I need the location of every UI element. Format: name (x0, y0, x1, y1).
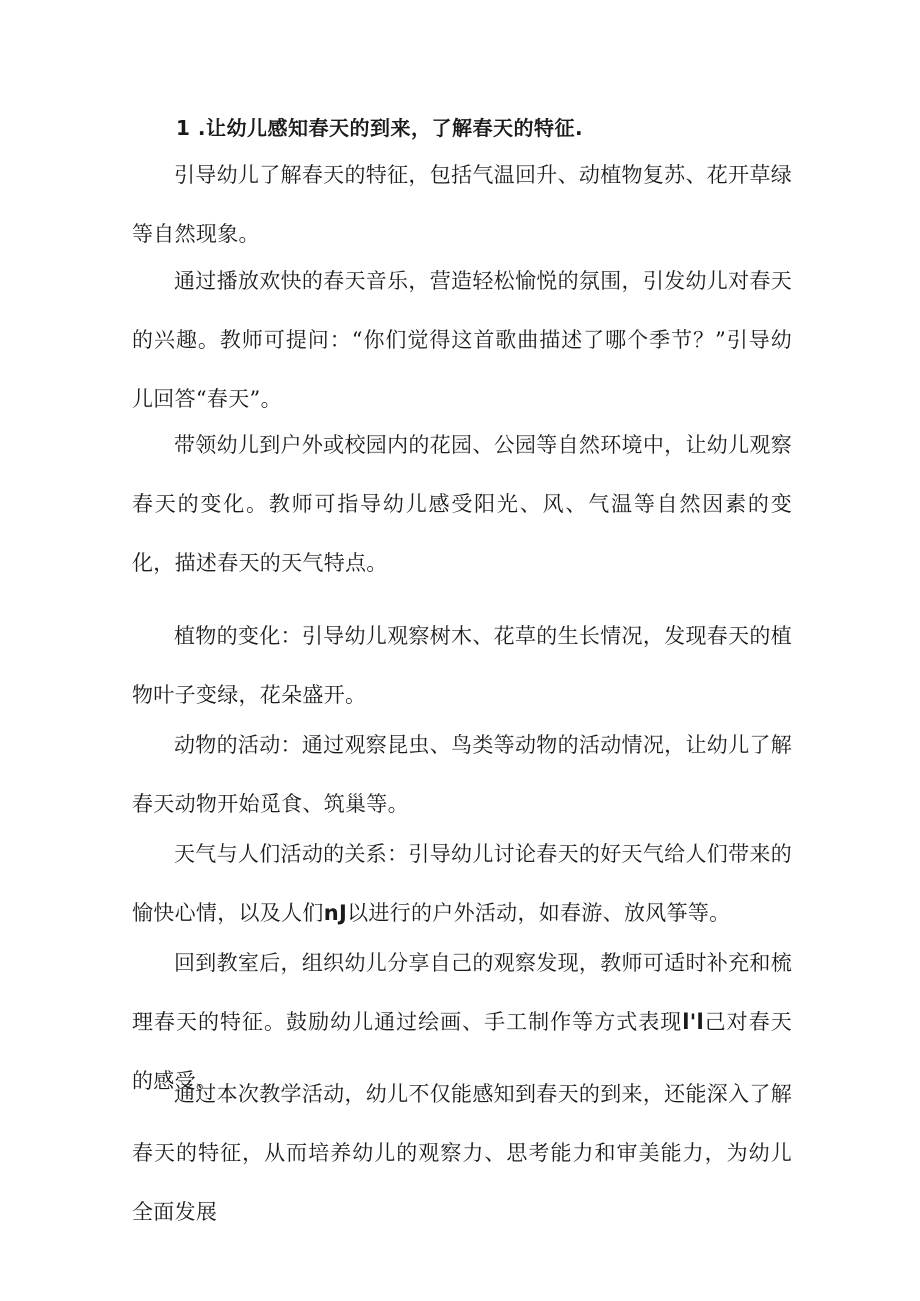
paragraph-animal-activities: 动物的活动：通过观察昆虫、鸟类等动物的活动情况，让幼儿了解春天动物开始觅食、筑巢等。 (132, 733, 792, 816)
paragraph-music-intro: 通过播放欢快的春天音乐，营造轻松愉悦的氛围，引发幼儿对春天的兴趣。教师可提问：“你们觉得这首歌曲描述了哪个季节？”引导幼儿回答“春天”。 (132, 269, 792, 411)
paragraph-text: 己对春天的感受。 (132, 1010, 793, 1093)
ocr-artifact-glyph: l'l (682, 1010, 704, 1034)
paragraph-spring-features: 引导幼儿了解春天的特征，包括气温回升、动植物复苏、花开草绿等自然现象。 (132, 163, 792, 246)
paragraph-conclusion: 通过本次教学活动，幼儿不仅能感知到春天的到来，还能深入了解春天的特征，从而培养幼儿的观察力、思考能力和审美能力，为幼儿全面发展 (132, 1082, 792, 1224)
paragraph-weather-and-people (132, 825, 792, 943)
paragraph-plant-changes: 植物的变化：引导幼儿观察树木、花草的生长情况，发现春天的植物叶子变绿，花朵盛开。 (132, 624, 792, 707)
paragraph-text: 回到教室后，组织幼儿分享自己的观察发现，教师可适时补充和梳理春天的特征。鼓励幼儿通过绘画、手工制作等方式表现 (132, 951, 792, 1034)
ocr-artifact-glyph: nJ (323, 901, 348, 925)
paragraph-text: 以进行的户外活动，如春游、放风筝等。 (347, 901, 731, 925)
paragraph-text: 天气与人们活动的关系：引导幼儿讨论春天的好天气给人们带来的愉快心情，以及人们 (132, 842, 792, 925)
paragraph-outdoor-observation: 带领幼儿到户外或校园内的花园、公园等自然环境中，让幼儿观察春天的变化。教师可指导幼儿感受阳光、风、气温等自然因素的变化，描述春天的天气特点。 (132, 433, 792, 575)
section-heading: 1 .让幼儿感知春天的到来，了解春天的特征. (176, 116, 584, 140)
